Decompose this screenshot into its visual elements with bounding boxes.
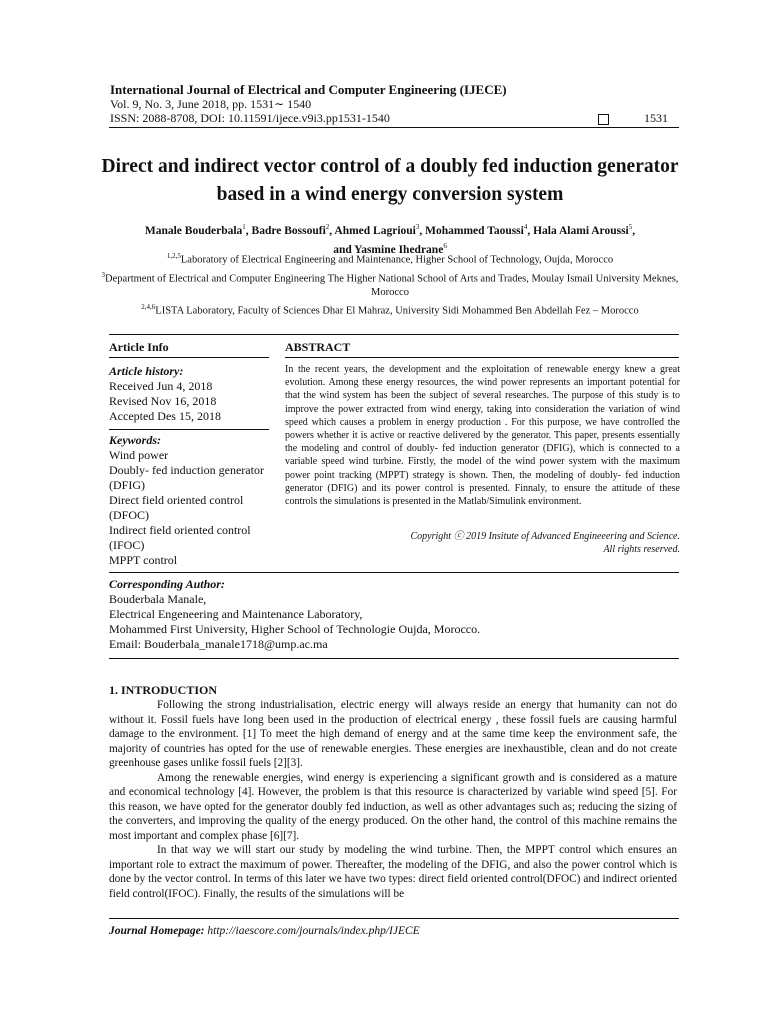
affiliation: $^{1,2,5}$Laboratory of Electrical Engineering and Maintenance, Higher School of Technology, Oujda, Morocco (166, 252, 614, 266)
corresponding-author (109, 577, 679, 652)
corresponding-university: Mohammed First University, Higher School of Technologie Oujda, Morocco. (109, 622, 481, 636)
journal-homepage (109, 925, 420, 937)
paragraph: Among the renewable energies, wind energy is experiencing a significant growth and is considered as a mature and economical technology [4]. However, the problem is that this resource is characterized by variable wind speed [5]. For this reason, we have opted for the generator doubly fed induction, as well as other advantages such as; reducing the sizing of the converters, and improving the quality of the energy produced. On the other hand, the control of this machine remains the most important and complex phase [6][7]. (109, 771, 677, 842)
received-date: Received Jun 4, 2018 (109, 379, 213, 393)
author: and Yasmine Ihedrane (333, 243, 444, 256)
accepted-date: Accepted Des 15, 2018 (109, 409, 221, 423)
introduction-body (109, 698, 677, 901)
journal-name: International Journal of Electrical and Computer Engineering (IJECE) (110, 82, 507, 97)
keyword: MPPT control (109, 553, 178, 567)
keyword: Doubly- fed induction generator (DFIG) (109, 463, 264, 492)
section-heading: 1. INTRODUCTION (109, 683, 218, 697)
corresponding-lab: Electrical Engeneering and Maintenance Laboratory, (109, 607, 363, 621)
info-bottom-rule (109, 572, 679, 573)
corresponding-rule (109, 658, 679, 659)
corresponding-name: Bouderbala Manale, (109, 592, 207, 606)
keywords-rule (109, 429, 269, 430)
paragraph: In that way we will start our study by modeling the wind turbine. Then, the MPPT control which ensures an important role to extract the maximum of power. Thereafter, the modeling of the DFIG, and also the power control which is done by the vector control. In terms of this later we have two types: direct field oriented control(DFOC) and indirect oriented field control(IFOC). Finally, the results of the simulations will be (109, 844, 677, 900)
affiliation: $^{2,4,6}$LISTA Laboratory, Faculty of Sciences Dhar El Mahraz, University Sidi Mohammed Ben Abdellah Fez – Morocco (141, 303, 639, 317)
info-top-rule (109, 334, 679, 335)
revised-date: Revised Nov 16, 2018 (109, 394, 217, 408)
keyword: Direct field oriented control (DFOC) (109, 493, 244, 522)
article-info-heading: Article Info (109, 340, 169, 354)
keyword: Wind power (109, 448, 169, 462)
footer-rule (109, 918, 679, 919)
history-label: Article history: (109, 364, 184, 378)
square-icon (598, 114, 609, 125)
homepage-label: Journal Homepage: (109, 925, 205, 937)
author: Ahmed Lagrioui (334, 224, 416, 237)
paragraph: Following the strong industrialisation, electric energy will always reside an energy that humanity can not do without it. Fossil fuels have long been used in the production of electrical energy , these fossil fuels are causing harmful damage to the environment. [1] To meet the high demand of energy and at the same time keep the environment safe, the majority of countries has opted for the use of renewable energies. These energies are inexhaustible, clean and do not create greenhouse gases unlike fossil fuels [2][3]. (109, 699, 677, 769)
homepage-link[interactable]: http://iaescore.com/journals/index.php/IJECE (207, 925, 420, 937)
issn-line: ISSN: 2088-8708, DOI: 10.11591/ijece.v9i3.pp1531-1540 (110, 111, 390, 125)
article-info (109, 340, 269, 568)
copyright: Copyright ⓒ 2019 Insitute of Advanced Engineeering and Science. All rights reserved. (410, 531, 680, 556)
paper-title: Direct and indirect vector control of a doubly fed induction generator based in a wind energy conversion system (101, 156, 679, 205)
author: Badre Bossoufi (251, 224, 326, 237)
author-list: Manale Bouderbala$^1$, Badre Bossoufi$^2$, Ahmed Lagrioui$^3$, Mohammed Taoussi$^4$, Hala Alami Aroussi$^5$, and Yasmine Ihedrane$^6$ (144, 223, 636, 256)
corresponding-email[interactable]: Email: Bouderbala_manale1718@ump.ac.ma (109, 637, 328, 651)
author: Hala Alami Aroussi (533, 224, 629, 237)
author: Mohammed Taoussi (425, 224, 524, 237)
page-number: 1531 (644, 111, 668, 125)
affiliation: $^3$Department of Electrical and Computer Engineering The Higher National School of Arts and Trades, Moulay Ismail University Meknes, Morocco (101, 270, 679, 298)
abstract-heading: ABSTRACT (285, 340, 351, 354)
keyword: Indirect field oriented control (IFOC) (109, 523, 251, 552)
author: Manale Bouderbala (144, 224, 243, 237)
header-rule (109, 127, 679, 128)
corresponding-label: Corresponding Author: (109, 577, 225, 591)
affiliations (100, 249, 680, 319)
abstract-text: In the recent years, the development and the exploitation of renewable energy knew a great evolution. Among these energy resources, the wind power represents an important potential for that the wind system has been the subject of several researches. The purpose of this study is to improve the power extracted from wind energy, taking into consideration the variation of wind speed which causes a problem in energy production . For this purpose, we have controlled the powers whether it is active or reactive delivered by the generator. This paper, presents essentially the modeling and control of doubly- fed induction generator (DFIG), which is connected to a variable speed wind turbine. Firstly, the model of the wind power system with the maximum power point tracking (MPPT) strategy is shown. Then, the modeling of doubly- fed induction generator (DFIG) and its power control is presented. Finnaly, to ensure the attitude of these controls the simulations is presented in the Matlab/Simulink environment. (285, 364, 680, 508)
keywords-label: Keywords: (109, 433, 161, 447)
abstract (285, 340, 680, 556)
volume-line: Vol. 9, No. 3, June 2018, pp. 1531∼ 1540 (110, 97, 312, 111)
